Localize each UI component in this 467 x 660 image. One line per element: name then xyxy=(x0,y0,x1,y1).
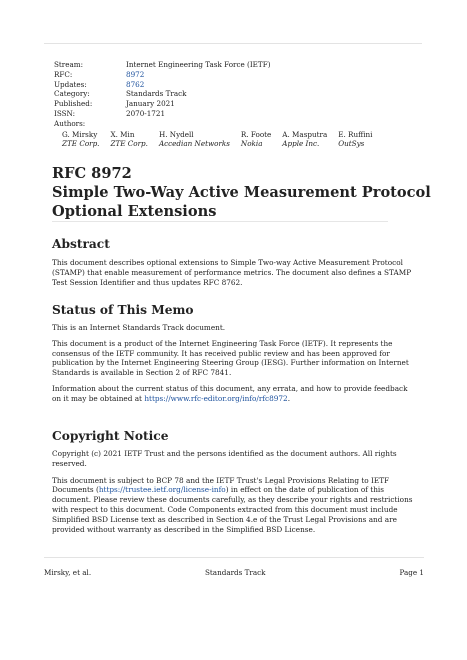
copyright-paragraph xyxy=(52,476,414,535)
meta-key: Stream: xyxy=(54,60,84,69)
status-text: Information about the current status of this document, any errata, and how to provide feedback on it may be obtained at xyxy=(52,383,408,403)
author xyxy=(110,130,147,150)
page-footer xyxy=(44,568,424,580)
trust-license-link[interactable]: https://trustee.ietf.org/license-info xyxy=(98,485,226,495)
status-paragraph xyxy=(52,384,414,404)
footer-authors: Mirsky, et al. xyxy=(44,568,92,577)
meta-row-category xyxy=(54,89,383,99)
footer-page-number: Page 1 xyxy=(399,568,424,577)
author xyxy=(282,130,327,150)
title-rule xyxy=(52,221,388,222)
author-name: R. Foote xyxy=(240,129,272,139)
meta-value: Standards Track xyxy=(126,89,187,99)
copyright-paragraph: Copyright (c) 2021 IETF Trust and the persons identified as the document authors. All rights reserved. xyxy=(52,449,397,468)
updates-rfc-link[interactable]: 8762 xyxy=(126,79,145,89)
footer-category: Standards Track xyxy=(205,568,266,577)
author-name: A. Masputra xyxy=(282,129,328,139)
author xyxy=(338,130,372,150)
header-rule xyxy=(44,43,422,44)
rfc-number-link[interactable]: 8972 xyxy=(126,69,145,79)
author-affiliation: ZTE Corp. xyxy=(62,139,100,149)
meta-value: 2070-1721 xyxy=(126,108,166,118)
author-affiliation: Apple Inc. xyxy=(282,139,320,149)
author-name: X. Min xyxy=(110,129,135,139)
meta-row-published xyxy=(54,99,383,109)
document-title xyxy=(52,164,431,221)
author xyxy=(62,130,99,150)
copyright-heading: Copyright Notice xyxy=(52,429,169,443)
meta-key: Published: xyxy=(54,99,93,109)
author-name: E. Ruffini xyxy=(338,129,373,139)
meta-value: Internet Engineering Task Force (IETF) xyxy=(126,60,271,69)
title-line: Simple Two-Way Active Measurement Protocol xyxy=(52,184,431,201)
status-paragraph: This document is a product of the Internet Engineering Task Force (IETF). It represents the consensus of the IETF community. It has received public review and has been approved for publication by the Internet Engineering Steering Group (IESG). Further information on Internet Standards is available in Section 2 of RFC 7841. xyxy=(52,338,409,378)
meta-key: Updates: xyxy=(54,79,87,89)
author-affiliation: Nokia xyxy=(240,139,263,149)
status-text: . xyxy=(287,393,291,403)
abstract-text: This document describes optional extensions to Simple Two-way Active Measurement Protocol (STAMP) that enable measurement of performance metrics. The document also defines a STAMP Test Session Identifier and thus updates RFC 8762. xyxy=(52,258,412,287)
author xyxy=(241,130,271,150)
status-section xyxy=(52,302,414,404)
meta-key: RFC: xyxy=(54,69,73,79)
meta-row-rfc xyxy=(54,70,383,80)
title-line: Optional Extensions xyxy=(52,203,217,220)
author-affiliation: Accedian Networks xyxy=(158,139,230,149)
document-metadata xyxy=(54,60,383,149)
copyright-text: This document is subject to BCP 78 and the IETF Trust's Legal Provisions Relating to IETF Documents ( xyxy=(52,475,390,495)
author-affiliation: OutSys xyxy=(338,139,365,149)
copyright-section xyxy=(52,428,414,534)
meta-key: Authors: xyxy=(54,118,86,128)
meta-value: January 2021 xyxy=(126,99,175,109)
author-name: G. Mirsky xyxy=(62,129,98,139)
abstract-section xyxy=(52,236,414,287)
rfc-editor-info-link[interactable]: https://www.rfc-editor.org/info/rfc8972 xyxy=(144,393,288,403)
footer-rule xyxy=(44,557,424,558)
meta-key: Category: xyxy=(54,89,90,99)
meta-key: ISSN: xyxy=(54,108,76,118)
meta-row-stream xyxy=(54,60,383,70)
meta-row-updates xyxy=(54,80,383,90)
copyright-text: ) in effect on the date of publication of this document. Please review these documents carefully, as they describe your rights and restrictions with respect to this document. Code Components extracted from this document must include Simplified BSD License text as described in Section 4.e of the Trust Legal Provisions and are provided without warranty as described in the Simplified BSD License. xyxy=(52,485,413,534)
author-list xyxy=(62,130,383,150)
author-affiliation: ZTE Corp. xyxy=(110,139,148,149)
author xyxy=(159,130,230,150)
abstract-heading: Abstract xyxy=(52,237,110,251)
meta-row-issn xyxy=(54,109,383,119)
status-paragraph: This is an Internet Standards Track document. xyxy=(52,323,226,332)
status-heading: Status of This Memo xyxy=(52,303,194,317)
meta-row-authors xyxy=(54,119,383,129)
title-rfc-number: RFC 8972 xyxy=(52,165,132,182)
author-name: H. Nydell xyxy=(158,129,194,139)
